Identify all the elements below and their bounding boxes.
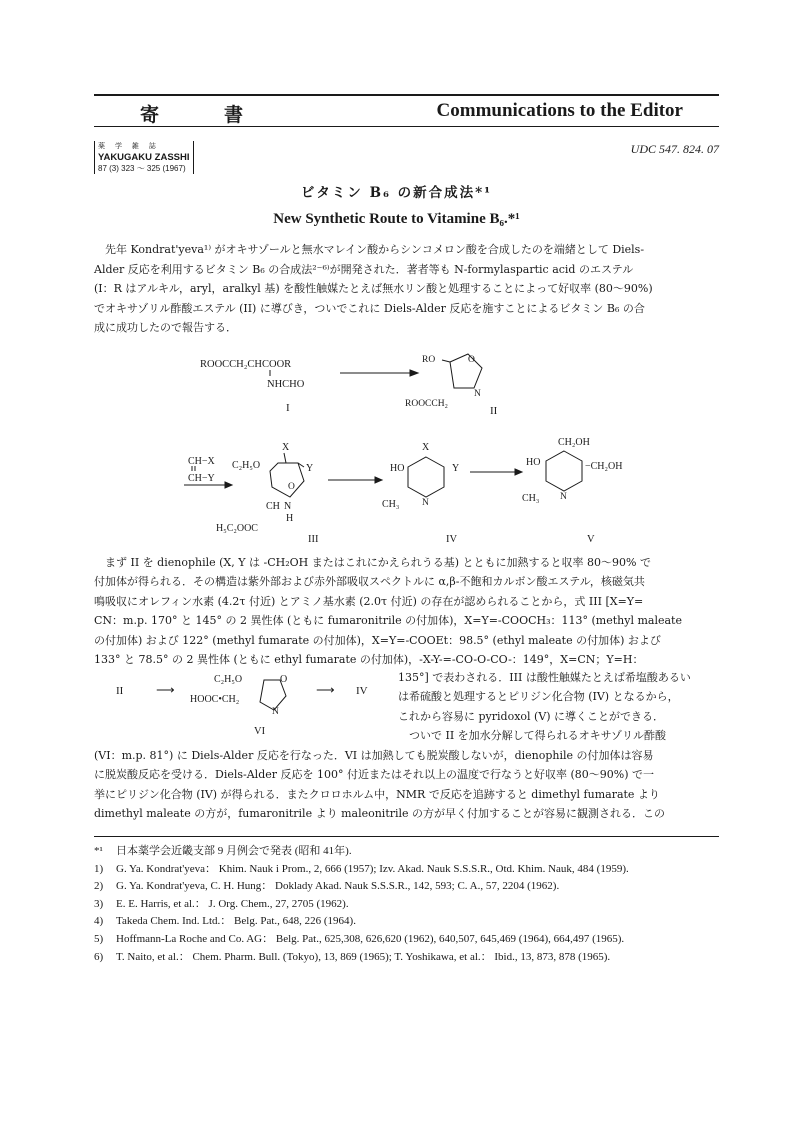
footnote-text: G. Ya. Kondrat'yeva： Khim. Nauk i Prom., 2, 666 (1957); Izv. Akad. Nauk S.S.S.R., Otd. Khim. Nauk, 484 (1959). bbox=[116, 862, 629, 875]
footnote-text: T. Naito, et al.： Chem. Pharm. Bull. (Tokyo), 13, 869 (1965); T. Yoshikawa, et al.： Ibid., 13, 873, 878 (1965). bbox=[116, 950, 611, 963]
footnotes bbox=[94, 844, 719, 967]
footnote-item bbox=[94, 897, 719, 912]
right-line: は希硫酸と処理するとピリジン化合物 (IV) となるから， bbox=[398, 690, 679, 704]
compound-I-formula: ROOCCH₂CHCOOR bbox=[200, 359, 292, 370]
footnote-item bbox=[94, 844, 719, 859]
label-II: II bbox=[490, 405, 498, 417]
arrowhead bbox=[515, 469, 522, 475]
intro-line: 先年 Kondrat'yeva¹⁾ がオキサゾールと無水マレイン酸からシンコメロン酸を合成したのを端緒として Diels- bbox=[105, 243, 645, 256]
end-line: (VI：m.p. 81°) に Diels-Alder 反応を行なった．VI は加熱しても脱炭酸しないが，dienophile の付加体は容易 bbox=[94, 749, 654, 762]
end-paragraph bbox=[94, 746, 719, 824]
bridge-oxygen: O bbox=[288, 482, 295, 492]
scheme-1 bbox=[200, 340, 520, 435]
footnote-number: *¹ bbox=[94, 845, 103, 857]
n-hydrogen: H bbox=[286, 513, 294, 524]
arrowhead bbox=[410, 370, 418, 376]
journal-kana: 薬 学 雑 誌 bbox=[98, 143, 160, 150]
arrow-2: ⟶ bbox=[316, 682, 335, 697]
methyl-group: CH₃ bbox=[382, 499, 400, 510]
header-bottom-rule bbox=[94, 126, 719, 127]
end-line: に脱炭酸反応を受ける．Diels-Alder 反応を 100° 付近またはそれ以上の温度で行なうと好収率 (80～90%) で一 bbox=[94, 768, 655, 782]
compound-I-nhcho: NHCHO bbox=[267, 379, 305, 390]
right-line: 135°] で表わされる．III は酸性触媒たとえば希塩酸あるい bbox=[398, 671, 691, 684]
hydroxy-group: HO bbox=[390, 463, 405, 474]
hydroxy-group: HO bbox=[526, 457, 541, 468]
oxazole-ring bbox=[260, 680, 286, 710]
dienophile-top: CH−X bbox=[188, 456, 215, 467]
intro-line: 成に成功したので報告する． bbox=[94, 321, 237, 335]
methyl-group: CH₃ bbox=[522, 493, 540, 504]
footnote-item bbox=[94, 950, 719, 965]
ring-nitrogen: N bbox=[560, 492, 567, 502]
label-III: III bbox=[308, 534, 319, 545]
footnote-number: 5) bbox=[94, 932, 104, 945]
ring-nitrogen: N bbox=[284, 501, 292, 512]
arrow-1: ⟶ bbox=[156, 682, 175, 697]
footnote-text: Hoffmann-La Roche and Co. AG： Belg. Pat., 625,308, 626,620 (1962), 640,507, 645,469 (1964), 664,497 (1965). bbox=[116, 932, 625, 945]
end-line: dimethyl maleate の方が，fumaronitrile より maleonitrile の方が早く付加することが容易に観測される．この bbox=[94, 807, 666, 821]
journal-reference bbox=[94, 141, 194, 174]
intro-paragraph bbox=[94, 240, 719, 338]
intro-line: (I：R はアルキル，aryl，aralkyl 基) を酸性触媒たとえば無水リン酸と処理することによって好収率 (80～90%) bbox=[94, 282, 653, 296]
footnote-text: 日本薬学会近畿支部 9 月例会で発表 (昭和 41年). bbox=[116, 845, 352, 857]
right-line: ついで II を加水分解して得られるオキサゾリル酢酸 bbox=[409, 729, 667, 743]
header-top-rule bbox=[94, 94, 719, 96]
substituent-y: Y bbox=[306, 463, 314, 474]
footnote-item bbox=[94, 862, 719, 877]
label-I: I bbox=[286, 402, 290, 414]
intro-line: でオキサゾリル酢酸エステル (II) に導びき，ついでこれに Diels-Alder 反応を施すことによるビタミン B₆ の合 bbox=[94, 301, 645, 315]
body-line: の付加体) および 122° (methyl fumarate の付加体)，X=Y=-COOEt：98.5° (ethyl maleate の付加体) および bbox=[94, 633, 661, 647]
label-IV: IV bbox=[356, 685, 368, 697]
pyridine-ring bbox=[408, 457, 444, 497]
footnote-number: 1) bbox=[94, 862, 104, 875]
label-VI: VI bbox=[254, 726, 266, 737]
ethoxy-group: C₂H₅O bbox=[232, 460, 261, 471]
end-line: 挙にピリジン化合物 (IV) が得られる．またクロロホルム中，NMR で反応を追跡すると dimethyl fumarate より bbox=[94, 787, 660, 801]
hydroxymethyl-side: −CH₂OH bbox=[585, 461, 623, 472]
substituent-x: X bbox=[282, 442, 290, 453]
footnote-text: G. Ya. Kondrat'yeva, C. H. Hung： Doklady Akad. Nauk S.S.S.R., 142, 593; C. A., 57, 2204 (1962). bbox=[116, 880, 560, 893]
body-line: CN：m.p. 170° と 145° の 2 異性体 (ともに fumaronitrile の付加体)，X=Y=-COOCH₃：113° (methyl maleate bbox=[94, 614, 682, 628]
arrowhead bbox=[375, 477, 382, 483]
ring-oxygen: O bbox=[280, 674, 288, 685]
footnote-number: 4) bbox=[94, 915, 104, 928]
footnote-number: 6) bbox=[94, 950, 104, 963]
footnote-rule bbox=[94, 836, 719, 837]
footnote-item bbox=[94, 914, 719, 929]
body-line: まず II を dienophile (X, Y は -CH₂OH またはこれにかえられうる基) とともに加熱すると収率 80～90% で bbox=[105, 556, 651, 569]
footnote-item bbox=[94, 879, 719, 894]
ch-group: CH bbox=[266, 501, 280, 512]
right-line: これから容易に pyridoxol (V) に導くことができる． bbox=[398, 709, 665, 723]
footnote-number: 2) bbox=[94, 880, 104, 893]
footnote-text: Takeda Chem. Ind. Ltd.： Belg. Pat., 648, 226 (1964). bbox=[116, 915, 356, 928]
ester-group: H₅C₂OOC bbox=[216, 523, 258, 534]
ring-nitrogen: N bbox=[272, 707, 279, 717]
substituent-x: X bbox=[422, 442, 430, 453]
header-english: Communications to the Editor bbox=[436, 100, 683, 121]
substituent-y: Y bbox=[452, 463, 460, 474]
journal-volume: 87 (3) 323 ～ 325 (1967) bbox=[98, 164, 186, 173]
ring-nitrogen: N bbox=[474, 389, 481, 399]
right-column-text bbox=[398, 668, 719, 746]
label-IV: IV bbox=[446, 534, 458, 545]
footnote-text: E. E. Harris, et al.： J. Org. Chem., 27, 2705 (1962). bbox=[116, 897, 349, 910]
pyridine-ring bbox=[546, 451, 582, 491]
label-II: II bbox=[116, 685, 124, 697]
udc-code: UDC 547. 824. 07 bbox=[630, 142, 719, 156]
dienophile-bottom: CH−Y bbox=[188, 473, 215, 484]
bicyclic-ring bbox=[270, 463, 304, 497]
label-V: V bbox=[587, 534, 595, 545]
body-line: 133° と 78.5° の 2 異性体 (ともに ethyl fumarate の付加体)，-X-Y-=-CO-O-CO-：149°，X=CN；Y=H： bbox=[94, 653, 644, 667]
body-line: 鳴吸収にオレフィン水素 (4.2τ 付近) とアミノ基水素 (2.0τ 付近) の存在が認められることから，式 III [X=Y= bbox=[94, 594, 644, 608]
bond bbox=[442, 360, 450, 362]
footnote-number: 3) bbox=[94, 897, 104, 910]
scheme-3 bbox=[94, 668, 394, 748]
rooc-ch2-group: ROOCCH₂ bbox=[405, 399, 448, 409]
title-english: New Synthetic Route to Vitamine B₆.*¹ bbox=[273, 211, 520, 227]
journal-name: YAKUGAKU ZASSHI bbox=[98, 152, 190, 163]
body-line: 付加体が得られる．その構造は紫外部および赤外部吸収スペクトルに α,β-不飽和カルボン酸エステル，核磁気共 bbox=[94, 575, 645, 589]
ring-nitrogen: N bbox=[422, 498, 429, 508]
footnote-item bbox=[94, 932, 719, 947]
hydroxymethyl-top: CH₂OH bbox=[558, 437, 590, 448]
oxazole-ring bbox=[450, 354, 482, 388]
ring-oxygen: O bbox=[468, 355, 475, 365]
bond bbox=[284, 453, 286, 463]
intro-line: Alder 反応を利用するビタミン B₆ の合成法²⁻⁶⁾が開発された．著者等も N-formylaspartic acid のエステル bbox=[94, 262, 634, 276]
title-japanese: ビタミン B₆ の新合成法*¹ bbox=[300, 185, 493, 201]
scheme-2 bbox=[180, 435, 640, 545]
ro-group: RO bbox=[422, 355, 436, 365]
ethoxy-group: C₂H₅O bbox=[214, 674, 243, 685]
carboxymethyl-group: HOOC•CH₂ bbox=[190, 694, 240, 705]
header-japanese: 寄 書 bbox=[140, 104, 246, 126]
body-paragraph bbox=[94, 553, 719, 669]
arrowhead bbox=[225, 482, 232, 488]
